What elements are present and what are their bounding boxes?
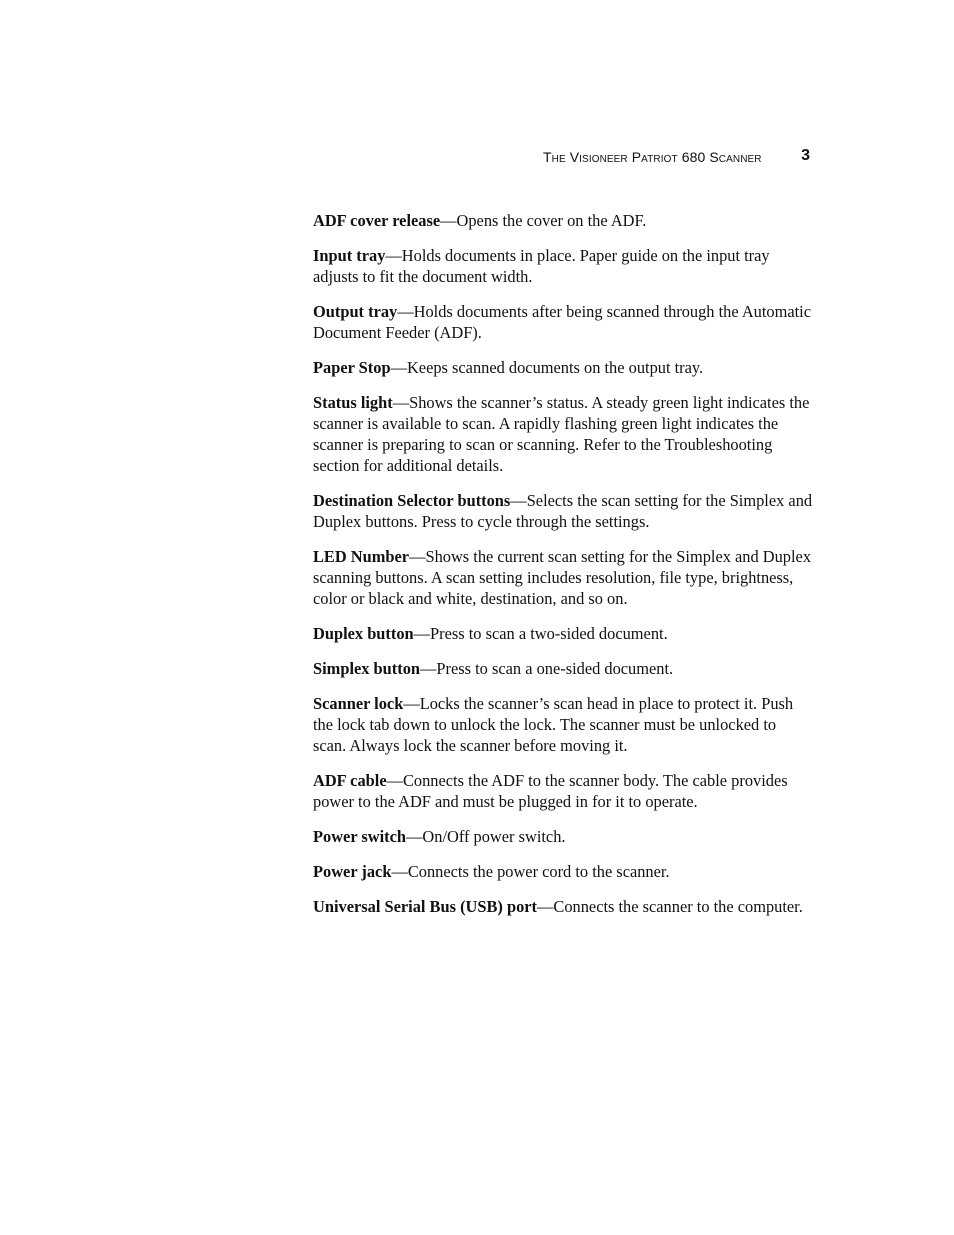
running-header bbox=[540, 148, 810, 170]
description: —On/Off power switch. bbox=[406, 827, 566, 846]
term: Universal Serial Bus (USB) port bbox=[313, 897, 538, 916]
description: —Connects the scanner to the computer. bbox=[537, 897, 803, 916]
definition-led-number bbox=[313, 546, 813, 609]
description: —Locks the scanner’s scan head in place to protect it. Push the lock tab down to unlock the lock. The scanner must be unlocked to scan. Always lock the scanner before moving it. bbox=[313, 694, 794, 755]
definition-input-tray bbox=[313, 245, 813, 287]
term: Power switch bbox=[313, 827, 407, 846]
definition-simplex-button bbox=[313, 658, 813, 679]
page-number: 3 bbox=[801, 147, 810, 164]
definition-scanner-lock bbox=[313, 693, 813, 756]
description: —Connects the power cord to the scanner. bbox=[391, 862, 670, 881]
description: —Press to scan a two-sided document. bbox=[413, 624, 668, 643]
term: Destination Selector buttons bbox=[313, 491, 511, 510]
description: —Selects the scan setting for the Simplex and Duplex buttons. Press to cycle through the settings. bbox=[313, 491, 813, 531]
term: Input tray bbox=[313, 246, 386, 265]
term: Power jack bbox=[313, 862, 392, 881]
description: —Keeps scanned documents on the output tray. bbox=[390, 358, 704, 377]
term: Output tray bbox=[313, 302, 398, 321]
definition-status-light bbox=[313, 392, 813, 476]
term: Scanner lock bbox=[313, 694, 404, 713]
term: Paper Stop bbox=[313, 358, 391, 377]
definition-destination-selector-buttons bbox=[313, 490, 813, 532]
definition-output-tray bbox=[313, 301, 813, 343]
term: Duplex button bbox=[313, 624, 414, 643]
description: —Press to scan a one-sided document. bbox=[420, 659, 674, 678]
description: —Opens the cover on the ADF. bbox=[440, 211, 647, 230]
header-title: The Visioneer Patriot 680 Scanner bbox=[543, 149, 762, 165]
definition-adf-cable bbox=[313, 770, 813, 812]
term: Status light bbox=[313, 393, 393, 412]
term: ADF cable bbox=[313, 771, 387, 790]
definition-duplex-button bbox=[313, 623, 813, 644]
description: —Connects the ADF to the scanner body. The cable provides power to the ADF and must be plugged in for it to operate. bbox=[313, 771, 788, 811]
definition-paper-stop bbox=[313, 357, 813, 378]
term: Simplex button bbox=[313, 659, 421, 678]
term: ADF cover release bbox=[313, 211, 441, 230]
description: —Shows the scanner’s status. A steady green light indicates the scanner is available to scan. A rapidly flashing green light indicates the scanner is preparing to scan or scanning. Refer to the Troubleshooting section for additional details. bbox=[313, 393, 810, 475]
definition-power-jack bbox=[313, 861, 813, 882]
description: —Holds documents in place. Paper guide on the input tray adjusts to fit the document width. bbox=[313, 246, 770, 286]
definition-power-switch bbox=[313, 826, 813, 847]
description: —Holds documents after being scanned through the Automatic Document Feeder (ADF). bbox=[313, 302, 812, 342]
description: —Shows the current scan setting for the Simplex and Duplex scanning buttons. A scan setting includes resolution, file type, brightness, color or black and white, destination, and so on. bbox=[313, 547, 812, 608]
definition-list bbox=[313, 210, 813, 931]
definition-adf-cover-release bbox=[313, 210, 813, 231]
definition-usb-port bbox=[313, 896, 813, 917]
term: LED Number bbox=[313, 547, 410, 566]
